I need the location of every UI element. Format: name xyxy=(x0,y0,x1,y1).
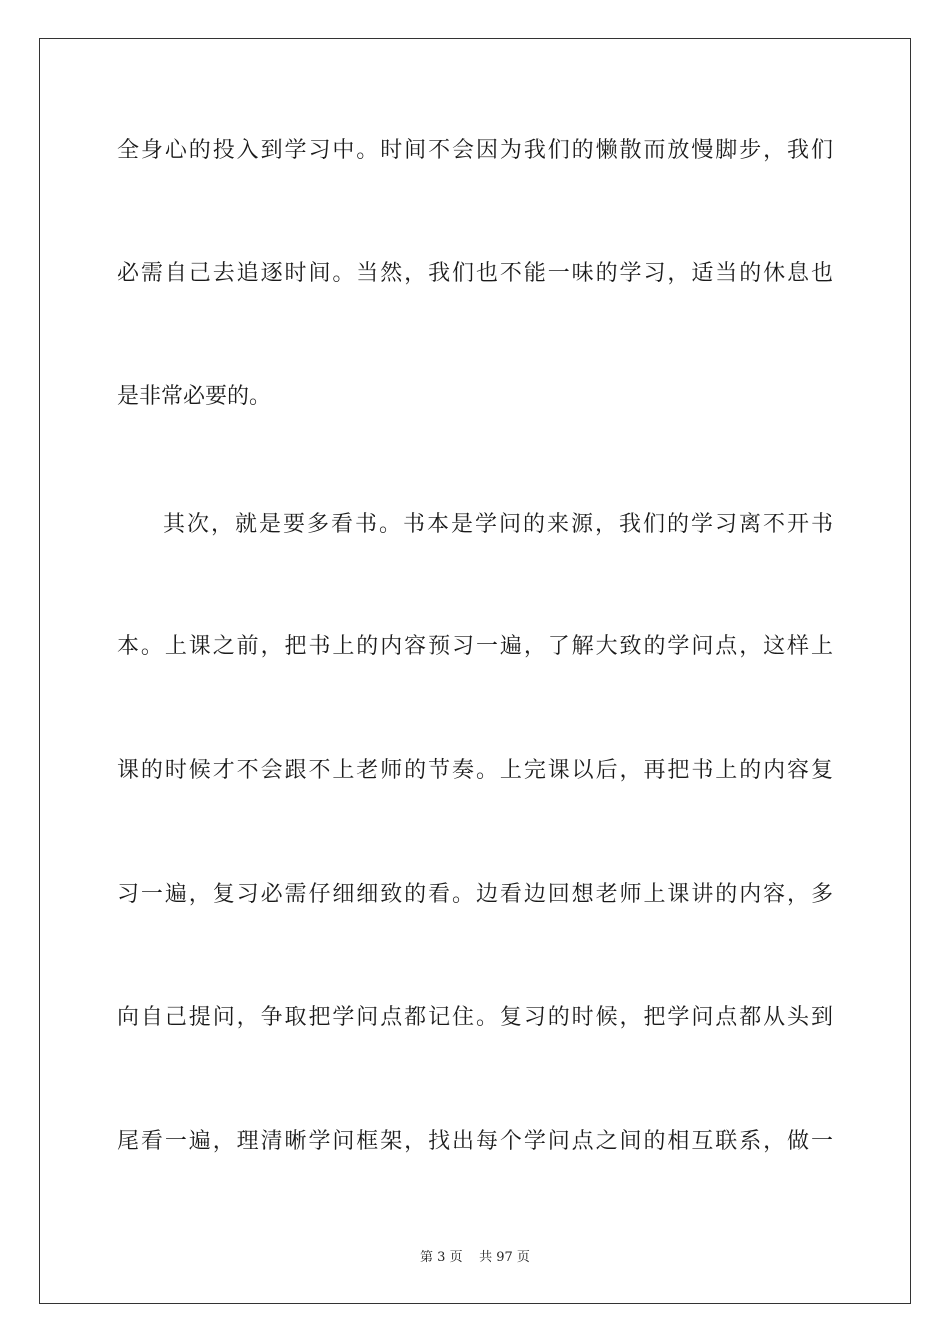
text-line-3: 是非常必要的。 xyxy=(117,384,272,409)
text-line-4-paragraph-start: 其次，就是要多看书。书本是学问的来源，我们的学习离不开书 xyxy=(163,512,833,537)
text-line-1: 全身心的投入到学习中。时间不会因为我们的懒散而放慢脚步，我们 xyxy=(117,138,833,163)
text-line-2: 必需自己去追逐时间。当然，我们也不能一味的学习，适当的休息也 xyxy=(117,261,833,286)
page-border xyxy=(39,38,911,1304)
text-line-5: 本。上课之前，把书上的内容预习一遍，了解大致的学问点，这样上 xyxy=(117,634,833,659)
page-number: 第 3 页 xyxy=(420,1250,463,1265)
total-pages: 共 97 页 xyxy=(479,1250,530,1265)
text-line-6: 课的时候才不会跟不上老师的节奏。上完课以后，再把书上的内容复 xyxy=(117,758,833,783)
page-footer xyxy=(0,1250,950,1266)
text-line-8: 向自己提问，争取把学问点都记住。复习的时候，把学问点都从头到 xyxy=(117,1005,833,1030)
text-line-7: 习一遍，复习必需仔细细致的看。边看边回想老师上课讲的内容，多 xyxy=(117,882,833,907)
text-line-9: 尾看一遍，理清晰学问框架，找出每个学问点之间的相互联系，做一 xyxy=(117,1129,833,1154)
